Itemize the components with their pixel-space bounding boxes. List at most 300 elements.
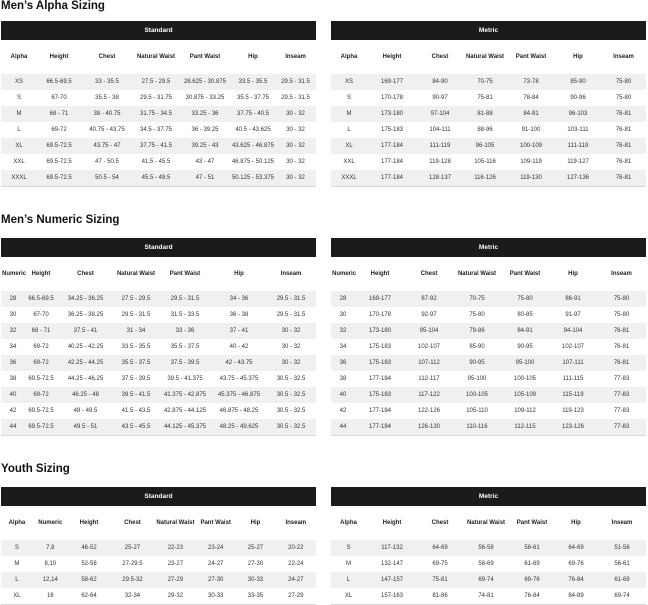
table-cell: S (331, 540, 366, 556)
table-cell: XS (1, 74, 37, 90)
table-cell: 84-91 (501, 323, 549, 339)
table-cell: 29.5 - 31.5 (266, 291, 316, 307)
table-cell: 69.5-72.5 (25, 419, 57, 436)
table-row (1, 556, 316, 572)
mens-numeric-standard-table (1, 238, 316, 436)
column-header: Hip (212, 257, 266, 291)
table-cell: 34 (1, 339, 25, 355)
table-cell: 94-104 (549, 323, 597, 339)
table-cell: 36 (331, 355, 355, 371)
table-cell: 76-81 (597, 323, 646, 339)
table-row (331, 387, 646, 403)
table-cell: 107-111 (549, 355, 597, 371)
table-cell: 46-52 (68, 540, 110, 556)
table-row (331, 556, 646, 572)
table-cell: 175-183 (355, 355, 405, 371)
table-cell: 37.5 - 41 (57, 323, 114, 339)
table-cell: 80-85 (501, 307, 549, 323)
column-header: Hip (235, 506, 275, 540)
table-cell: 30-33 (235, 572, 275, 588)
table-cell: 35.5 - 37.5 (114, 355, 158, 371)
table-cell: 25-27 (110, 540, 155, 556)
column-header: Chest (418, 506, 462, 540)
table-cell: 29.5-32 (110, 572, 155, 588)
table-cell: 76-81 (597, 339, 646, 355)
table-row (1, 371, 316, 387)
table-cell: 56-61 (598, 556, 646, 572)
column-header: Inseam (598, 506, 646, 540)
table-cell: 20-22 (276, 540, 316, 556)
table-row (331, 106, 646, 122)
table-row (1, 307, 316, 323)
table-cell: 177-184 (355, 419, 405, 436)
table-cell: 175-183 (367, 122, 417, 138)
table-cell: 32 (331, 323, 355, 339)
table-cell: L (331, 122, 367, 138)
table-cell: 36 (1, 355, 25, 371)
table-cell: 177-184 (355, 403, 405, 419)
column-header: Height (366, 506, 418, 540)
table-cell: 75-80 (453, 307, 501, 323)
table-cell: 177-184 (355, 371, 405, 387)
table-cell: 100-105 (453, 387, 501, 403)
table-cell: 36 - 38 (212, 307, 266, 323)
table-row (331, 170, 646, 187)
table-cell: 30 - 32 (266, 355, 316, 371)
mens-alpha-metric-table (331, 21, 646, 187)
column-header: Hip (231, 40, 275, 74)
table-cell: 30.5 - 32.5 (266, 371, 316, 387)
table-cell: 27-29 (276, 588, 316, 605)
table-cell: 40.5 - 43.625 (231, 122, 275, 138)
table-cell: 33.5 - 35.5 (114, 339, 158, 355)
table-cell: 42 (331, 403, 355, 419)
table-cell: 34 (331, 339, 355, 355)
column-header: Pant Waist (196, 506, 235, 540)
table-cell: 175-183 (355, 339, 405, 355)
table-cell: XL (1, 588, 33, 605)
table-cell: 28.625 - 30.875 (179, 74, 231, 90)
table-row (331, 419, 646, 436)
table-row (331, 122, 646, 138)
table-cell: 69.5-72.5 (25, 371, 57, 387)
table-cell: 16 (33, 588, 68, 605)
table-cell: 7,8 (33, 540, 68, 556)
table-cell: 69.5-72.5 (25, 403, 57, 419)
table-cell: 39.5 - 41.5 (114, 387, 158, 403)
table-row (331, 403, 646, 419)
table-cell: 27-29.5 (110, 556, 155, 572)
table-cell: 69-72 (37, 122, 81, 138)
table-cell: 128-137 (417, 170, 463, 187)
table-cell: 67-70 (25, 307, 57, 323)
table-cell: 95-100 (453, 371, 501, 387)
table-cell: 42.875 - 44.125 (158, 403, 212, 419)
table-cell: 33 - 36 (158, 323, 212, 339)
table-cell: 48 - 49.5 (57, 403, 114, 419)
table-cell: 34.25 - 36.25 (57, 291, 114, 307)
table-cell: 29.5 - 31.5 (275, 74, 316, 90)
table-cell: XL (331, 138, 367, 154)
table-cell: 79-86 (453, 323, 501, 339)
table-cell: 49.5 - 51 (57, 419, 114, 436)
table-cell: 68 - 71 (25, 323, 57, 339)
table-cell: 69-72 (25, 387, 57, 403)
table-cell: 69.5-72.5 (37, 138, 81, 154)
table-cell: 75-81 (463, 90, 507, 106)
table-cell: 97-104 (417, 106, 463, 122)
table-cell: 44 (331, 419, 355, 436)
table-row (1, 572, 316, 588)
table-cell: 58-61 (510, 540, 554, 556)
table-cell: 35.5 - 37.5 (158, 339, 212, 355)
table-cell: 30 - 32 (275, 138, 316, 154)
table-cell: 102-107 (549, 339, 597, 355)
column-header: Alpha (331, 506, 366, 540)
table-cell: 96-103 (555, 106, 601, 122)
table-cell: 37.5 - 39.5 (158, 355, 212, 371)
column-header: Hip (549, 257, 597, 291)
table-cell: 105-110 (453, 403, 501, 419)
table-cell: 42.25 - 44.25 (57, 355, 114, 371)
table-cell: 115-119 (549, 387, 597, 403)
table-cell: 33.5 - 35.5 (231, 74, 275, 90)
table-cell: 88-96 (463, 122, 507, 138)
table-row (331, 154, 646, 170)
column-header: Pant Waist (179, 40, 231, 74)
table-cell: 132-147 (366, 556, 418, 572)
table-cell: 50.5 - 54 (81, 170, 133, 187)
table-cell: 39.25 - 43 (179, 138, 231, 154)
table-cell: 40 - 42 (212, 339, 266, 355)
table-cell: 90-96 (555, 90, 601, 106)
table-cell: 22-24 (276, 556, 316, 572)
table-cell: 30 - 32 (266, 323, 316, 339)
table-row (1, 138, 316, 154)
table-cell: 126-130 (405, 419, 453, 436)
table-cell: 119-127 (555, 154, 601, 170)
table-cell: 116-126 (463, 170, 507, 187)
section-title-mens-alpha: Men’s Alpha Sizing (1, 0, 105, 12)
table-cell: 25-27 (235, 540, 275, 556)
column-header: Height (68, 506, 110, 540)
table-cell: 75-80 (597, 307, 646, 323)
table-cell: 78-84 (507, 90, 555, 106)
table-cell: 61-69 (510, 556, 554, 572)
table-cell: 86-91 (549, 291, 597, 307)
table-row (331, 90, 646, 106)
table-cell: 30 - 32 (266, 339, 316, 355)
table-cell: 22-23 (155, 540, 196, 556)
table-cell: 27.5 - 29.5 (114, 291, 158, 307)
table-cell: 30.875 - 33.25 (179, 90, 231, 106)
table-cell: 66.5-69.5 (25, 291, 57, 307)
table-cell: M (1, 556, 33, 572)
table-cell: 30-33 (196, 588, 235, 605)
table-cell: 39.5 - 41.375 (158, 371, 212, 387)
section-title-mens-numeric: Men’s Numeric Sizing (1, 214, 120, 226)
table-cell: 91-97 (549, 307, 597, 323)
table-cell: 24-27 (196, 556, 235, 572)
table-cell: 45.5 - 49.5 (133, 170, 179, 187)
table-cell: 27-30 (235, 556, 275, 572)
table-cell: 58-69 (462, 556, 510, 572)
table-cell: 30 - 32 (275, 106, 316, 122)
table-cell: 37.5 - 39.5 (114, 371, 158, 387)
table-cell: 69.5-72.5 (37, 154, 81, 170)
table-cell: 33-35 (235, 588, 275, 605)
youth-standard-table (1, 487, 316, 605)
table-cell: 76-81 (601, 122, 646, 138)
table-cell: 117-122 (405, 387, 453, 403)
table-row (1, 74, 316, 90)
table-cell: 177-184 (367, 170, 417, 187)
table-row (331, 339, 646, 355)
table-cell: 61-69 (598, 572, 646, 588)
table-cell: 30.5 - 32.5 (266, 419, 316, 436)
table-cell: 70-75 (453, 291, 501, 307)
table-cell: 105-116 (463, 154, 507, 170)
table-cell: XXL (1, 154, 37, 170)
table-cell: 43 - 47 (179, 154, 231, 170)
table-row (1, 355, 316, 371)
table-cell: 76-81 (601, 138, 646, 154)
column-header: Pant Waist (501, 257, 549, 291)
table-cell: 173-180 (367, 106, 417, 122)
table-cell: 90-97 (417, 90, 463, 106)
table-cell: 23-27 (155, 556, 196, 572)
table-cell: 29.5 - 31.5 (114, 307, 158, 323)
metric-table-header: Metric (331, 21, 646, 40)
table-cell: XXXL (1, 170, 37, 187)
table-cell: 8,10 (33, 556, 68, 572)
table-cell: S (1, 90, 37, 106)
table-row (1, 387, 316, 403)
table-cell: XL (331, 588, 366, 605)
table-cell: 67-70 (37, 90, 81, 106)
table-cell: M (1, 106, 37, 122)
table-cell: 100-105 (501, 371, 549, 387)
column-header: Alpha (331, 40, 367, 74)
table-cell: 27.5 - 29.5 (133, 74, 179, 90)
table-cell: 147-157 (366, 572, 418, 588)
table-cell: 70-75 (463, 74, 507, 90)
column-header: Natural Waist (114, 257, 158, 291)
table-cell: 95-104 (405, 323, 453, 339)
table-cell: XS (331, 74, 367, 90)
mens-alpha-standard-table (1, 21, 316, 187)
table-row (1, 90, 316, 106)
table-cell: 56-58 (462, 540, 510, 556)
table-cell: 41.5 - 45.5 (133, 154, 179, 170)
table-cell: 35.5 - 37.75 (231, 90, 275, 106)
table-cell: 62-64 (68, 588, 110, 605)
table-cell: 69-74 (598, 588, 646, 605)
table-cell: 110-116 (453, 419, 501, 436)
table-cell: 29.5 - 31.5 (275, 90, 316, 106)
column-header: Chest (417, 40, 463, 74)
table-cell: 84-91 (507, 106, 555, 122)
table-cell: 34.5 - 37.75 (133, 122, 179, 138)
table-cell: 92-97 (405, 307, 453, 323)
table-cell: 30 - 32 (275, 122, 316, 138)
column-header: Height (367, 40, 417, 74)
table-cell: 109-112 (501, 403, 549, 419)
table-cell: 43.5 - 45.5 (114, 419, 158, 436)
column-header: Inseam (597, 257, 646, 291)
table-cell: 76-81 (601, 106, 646, 122)
column-header: Height (37, 40, 81, 74)
column-header: Height (355, 257, 405, 291)
table-cell: 41.5 - 43.5 (114, 403, 158, 419)
table-cell: 30 (331, 307, 355, 323)
table-cell: 75-80 (601, 74, 646, 90)
table-cell: 64-69 (418, 540, 462, 556)
table-cell: 44.125 - 45.375 (158, 419, 212, 436)
table-cell: 175-183 (355, 387, 405, 403)
table-cell: 96-105 (463, 138, 507, 154)
table-cell: 75-80 (601, 90, 646, 106)
table-cell: 37 - 41 (212, 323, 266, 339)
table-row (331, 307, 646, 323)
table-cell: 75-80 (597, 291, 646, 307)
table-cell: 41.375 - 42.875 (158, 387, 212, 403)
table-cell: 119-130 (507, 170, 555, 187)
table-cell: 66.5-69.5 (37, 74, 81, 90)
table-row (331, 540, 646, 556)
table-cell: 44 (1, 419, 25, 436)
column-header: Natural Waist (133, 40, 179, 74)
table-cell: 107-112 (405, 355, 453, 371)
table-cell: 46.25 - 48 (57, 387, 114, 403)
table-cell: L (1, 122, 37, 138)
table-cell: 111-115 (549, 371, 597, 387)
standard-table-header: Standard (1, 487, 316, 506)
column-header: Pant Waist (158, 257, 212, 291)
standard-table-header: Standard (1, 238, 316, 257)
metric-table-header: Metric (331, 238, 646, 257)
column-header: Hip (555, 40, 601, 74)
table-row (331, 588, 646, 605)
table-cell: 157-163 (366, 588, 418, 605)
table-cell: 68 - 71 (37, 106, 81, 122)
column-header: Inseam (601, 40, 646, 74)
table-cell: 177-184 (367, 154, 417, 170)
table-cell: 31.5 - 33.5 (158, 307, 212, 323)
table-cell: 119-123 (549, 403, 597, 419)
table-cell: 30 - 32 (275, 170, 316, 187)
column-header: Natural Waist (155, 506, 196, 540)
table-cell: 69-76 (510, 572, 554, 588)
table-cell: 77-83 (597, 387, 646, 403)
table-cell: 34 - 36 (212, 291, 266, 307)
table-cell: 76-81 (601, 154, 646, 170)
table-cell: L (331, 572, 366, 588)
youth-metric-table (331, 487, 646, 605)
table-cell: 30 (1, 307, 25, 323)
table-cell: M (331, 556, 366, 572)
table-cell: XXXL (331, 170, 367, 187)
table-cell: 36 - 39.25 (179, 122, 231, 138)
table-cell: S (331, 90, 367, 106)
table-cell: 28 (1, 291, 25, 307)
table-cell: 35.5 - 38 (81, 90, 133, 106)
table-cell: 76-84 (554, 572, 598, 588)
table-cell: 127-136 (555, 170, 601, 187)
table-cell: 32-34 (110, 588, 155, 605)
standard-table-header: Standard (1, 21, 316, 40)
table-cell: 75-81 (418, 572, 462, 588)
column-header: Alpha (1, 506, 33, 540)
column-header: Inseam (276, 506, 316, 540)
table-cell: 112-115 (501, 419, 549, 436)
table-row (1, 419, 316, 436)
table-cell: 12,14 (33, 572, 68, 588)
table-cell: 105-109 (501, 387, 549, 403)
table-cell: 100-109 (507, 138, 555, 154)
table-cell: 74-81 (462, 588, 510, 605)
table-cell: 69-72 (25, 339, 57, 355)
table-row (331, 371, 646, 387)
table-cell: 36.25 - 38.25 (57, 307, 114, 323)
table-cell: 30.5 - 32.5 (266, 403, 316, 419)
table-row (1, 122, 316, 138)
table-cell: 103-111 (555, 122, 601, 138)
table-row (1, 106, 316, 122)
table-cell: 42 (1, 403, 25, 419)
table-cell: 43.75 - 45.375 (212, 371, 266, 387)
table-row (331, 74, 646, 90)
table-cell: 40 (331, 387, 355, 403)
table-cell: M (331, 106, 367, 122)
table-row (1, 588, 316, 605)
table-cell: 42 - 43.75 (212, 355, 266, 371)
table-cell: 28 (331, 291, 355, 307)
table-cell: 46.875 - 48.25 (212, 403, 266, 419)
table-row (1, 540, 316, 556)
column-header: Chest (110, 506, 155, 540)
table-cell: 69-75 (418, 556, 462, 572)
column-header: Numeric (331, 257, 355, 291)
table-cell: 75-80 (501, 291, 549, 307)
table-cell: 109-119 (507, 154, 555, 170)
table-cell: 47 - 51 (179, 170, 231, 187)
table-cell: 76-81 (601, 170, 646, 187)
table-cell: 30 - 32 (275, 154, 316, 170)
column-header: Chest (57, 257, 114, 291)
column-header: Pant Waist (507, 40, 555, 74)
table-cell: 81-88 (463, 106, 507, 122)
table-cell: 77-83 (597, 403, 646, 419)
table-cell: 32 (1, 323, 25, 339)
metric-table-header: Metric (331, 487, 646, 506)
table-cell: 85-90 (453, 339, 501, 355)
table-cell: 29.5 - 31.75 (133, 90, 179, 106)
table-cell: 84-90 (417, 74, 463, 90)
column-header: Alpha (1, 40, 37, 74)
table-row (331, 572, 646, 588)
table-cell: 64-69 (554, 540, 598, 556)
table-cell: 76-81 (597, 355, 646, 371)
table-cell: 43.75 - 47 (81, 138, 133, 154)
table-cell: 111-119 (417, 138, 463, 154)
table-cell: 123-126 (549, 419, 597, 436)
table-cell: 29.5 - 31.5 (158, 291, 212, 307)
table-cell: 90-95 (501, 339, 549, 355)
table-cell: 90-95 (453, 355, 501, 371)
table-cell: 69-76 (554, 556, 598, 572)
table-cell: 23-24 (196, 540, 235, 556)
